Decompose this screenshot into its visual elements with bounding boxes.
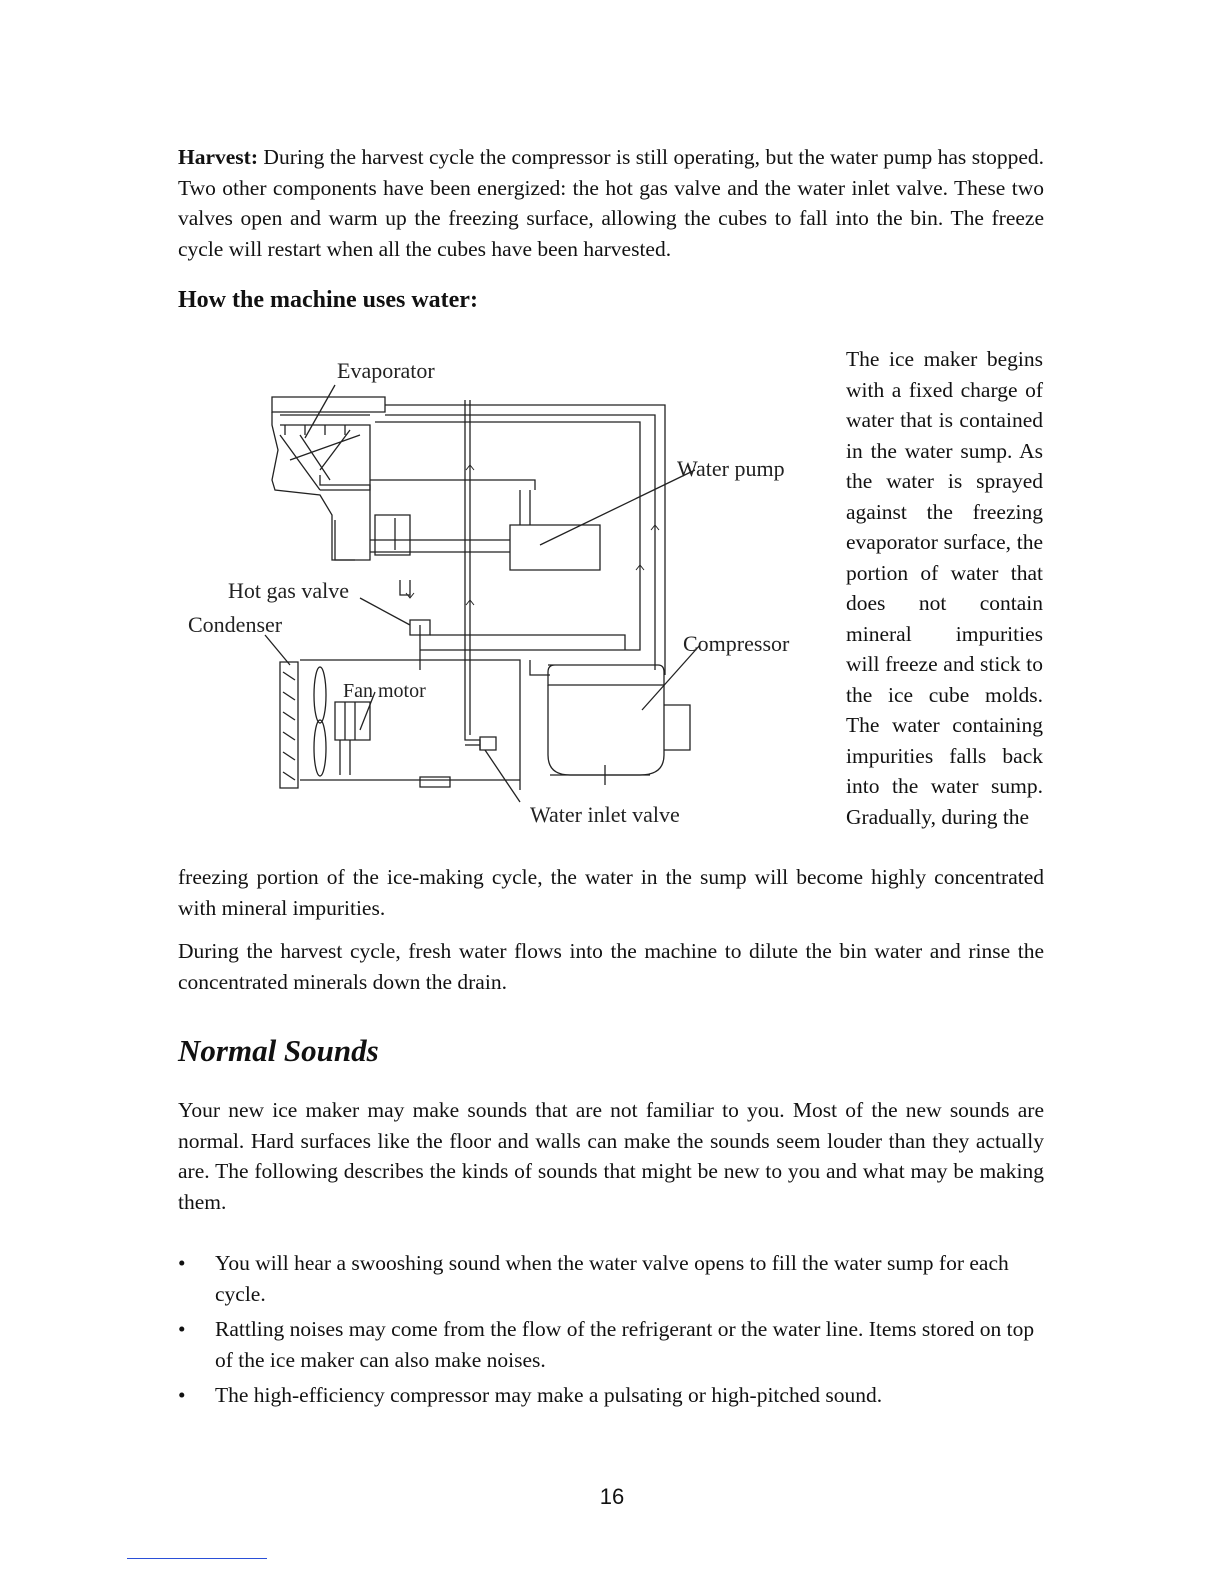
diagram-label-condenser: Condenser [188,612,283,637]
water-usage-continuation: freezing portion of the ice-making cycle, the water in the sump will become highly concentrated with mineral impurities. [178,865,1044,920]
compressor-part [530,660,690,785]
water-usage-heading: How the machine uses water: [178,287,478,313]
water-usage-side-text: The ice maker begins with a fixed charge of water that is contained in the water sump. As the water is sprayed against the freezing evaporator surface, the portion of water that does not contain mineral impurities will freeze and stick to the ice cube molds. The water containing impurities falls back into the water sump. Gradually, during the [846,347,1043,829]
list-item [178,1314,1044,1375]
sounds-list [178,1248,1044,1416]
water-pump-assembly [320,475,600,595]
ice-maker-diagram [180,340,830,840]
evaporator-assembly [272,397,385,560]
water-inlet-valve-part [465,737,496,750]
diagram-label-water-inlet-valve: Water inlet valve [530,802,680,827]
footer-rule [127,1558,267,1559]
filter-drier [420,777,450,787]
normal-sounds-intro: Your new ice maker may make sounds that are not familiar to you. Most of the new sounds are normal. Hard surfaces like the floor and walls can make the sounds seem louder than they actually are. The following describes the kinds of sounds that might be new to you and what may be making them. [178,1098,1044,1214]
list-item-text: You will hear a swooshing sound when the water valve opens to fill the water sump for each cycle. [215,1251,1009,1306]
list-item-text: The high-efficiency compressor may make a pulsating or high-pitched sound. [215,1383,883,1407]
harvest-water-paragraph: During the harvest cycle, fresh water flows into the machine to dilute the bin water and rinse the concentrated minerals down the drain. [178,939,1044,994]
list-item [178,1248,1044,1309]
normal-sounds-title: Normal Sounds [178,1033,379,1068]
bullet-icon: • [178,1251,186,1275]
harvest-label: Harvest: [178,145,258,169]
bullet-icon: • [178,1317,186,1341]
harvest-paragraph [178,142,1044,264]
condenser-coil [280,662,298,788]
diagram-label-water-pump: Water pump [677,456,785,481]
list-item-text: Rattling noises may come from the flow of the refrigerant or the water line. Items stored on top of the ice maker can also make noises. [215,1317,1035,1372]
page-number: 16 [599,1484,625,1509]
list-item [178,1380,1044,1411]
diagram-label-compressor: Compressor [683,631,790,656]
diagram-label-fan-motor: Fan motor [343,680,426,702]
diagram-label-evaporator: Evaporator [337,358,435,383]
diagram-label-hot-gas-valve: Hot gas valve [228,578,349,603]
harvest-text: During the harvest cycle the compressor is still operating, but the water pump has stopped. Two other components have been energized: the hot gas valve and the water inlet valve. These two valves open and warm up the freezing surface, allowing the cubes to fall into the bin. The freeze cycle will restart when all the cubes have been harvested. [178,145,1044,261]
bullet-icon: • [178,1383,186,1407]
